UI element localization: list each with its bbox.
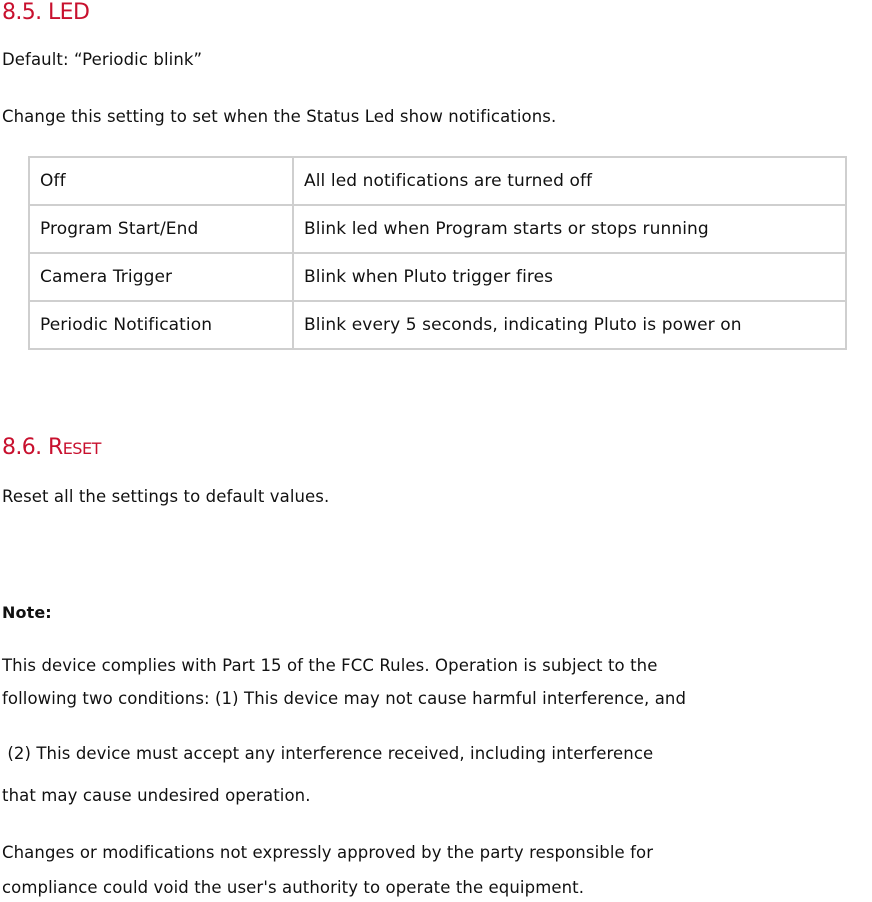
reset-description: Reset all the settings to default values. — [2, 487, 330, 506]
table-row — [29, 253, 846, 301]
reset-section-title-initial: R — [48, 435, 63, 460]
table-row — [29, 301, 846, 349]
table-row — [29, 205, 846, 253]
note-paragraph-line: compliance could void the user's authority to operate the equipment. — [2, 878, 585, 897]
note-paragraph-line: that may cause undesired operation. — [2, 786, 311, 805]
note-paragraph-line: following two conditions: (1) This device may not cause harmful interference, and — [2, 689, 687, 708]
reset-section-title-rest: ESET — [62, 439, 101, 458]
option-description: All led notifications are turned off — [293, 157, 846, 205]
led-section-number: 8.5. — [2, 0, 42, 25]
option-name: Off — [29, 157, 293, 205]
led-options-table — [28, 156, 847, 350]
led-section-title: LED — [48, 0, 90, 25]
reset-section-heading — [2, 437, 101, 459]
option-name: Camera Trigger — [29, 253, 293, 301]
option-description: Blink led when Program starts or stops running — [293, 205, 846, 253]
option-description: Blink when Pluto trigger fires — [293, 253, 846, 301]
led-description: Change this setting to set when the Status Led show notifications. — [2, 107, 557, 126]
note-paragraph-line: Changes or modifications not expressly approved by the party responsible for — [2, 843, 654, 862]
led-section-heading — [2, 2, 89, 24]
option-name: Periodic Notification — [29, 301, 293, 349]
note-label: Note: — [2, 603, 52, 622]
note-paragraph-line: This device complies with Part 15 of the FCC Rules. Operation is subject to the — [2, 656, 658, 675]
option-description: Blink every 5 seconds, indicating Pluto is power on — [293, 301, 846, 349]
option-name: Program Start/End — [29, 205, 293, 253]
table-row — [29, 157, 846, 205]
led-default-text: Default: “Periodic blink” — [2, 50, 203, 69]
reset-section-number: 8.6. — [2, 435, 42, 460]
note-paragraph-line: (2) This device must accept any interference received, including interference — [2, 744, 654, 763]
